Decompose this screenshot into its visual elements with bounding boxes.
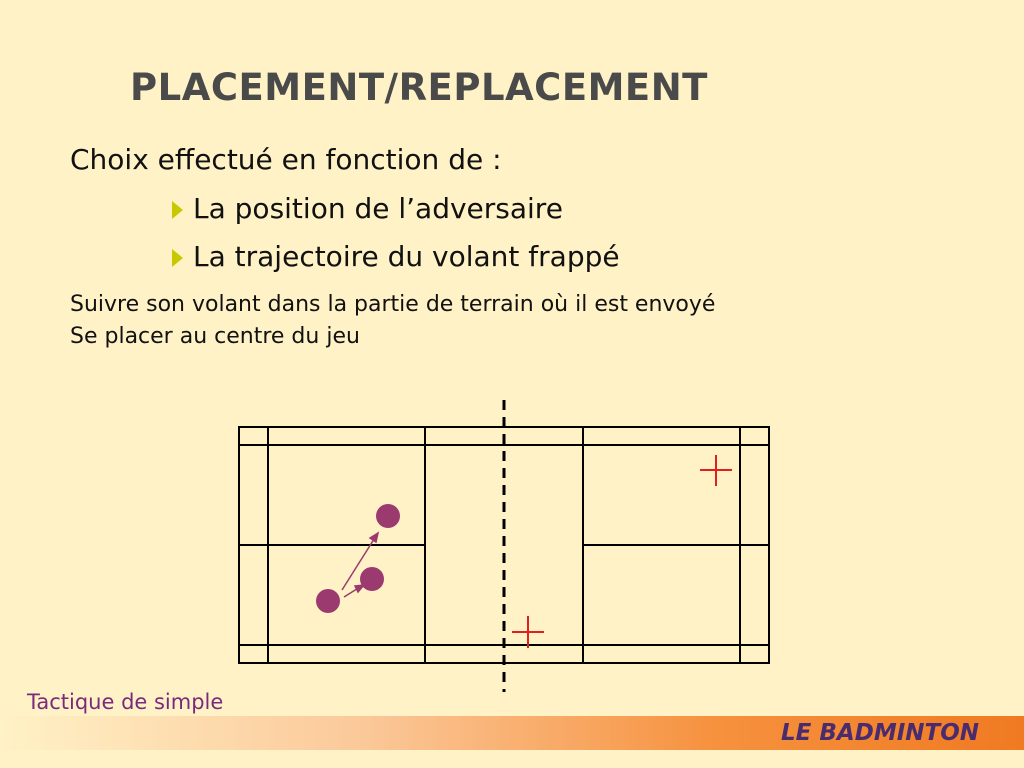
player-position-dot bbox=[360, 567, 384, 591]
bullet-label: La position de l’adversaire bbox=[193, 192, 563, 225]
footer-label: Tactique de simple bbox=[27, 690, 224, 714]
target-cross-icon bbox=[700, 455, 732, 486]
instruction-line: Se placer au centre du jeu bbox=[70, 324, 360, 349]
target-cross-icon bbox=[512, 616, 544, 648]
slide-title: PLACEMENT/REPLACEMENT bbox=[130, 66, 708, 109]
instruction-line: Suivre son volant dans la partie de terrain où il est envoyé bbox=[70, 292, 716, 317]
brand-label: LE BADMINTON bbox=[781, 720, 979, 746]
bullet-label: La trajectoire du volant frappé bbox=[193, 240, 620, 273]
intro-text: Choix effectué en fonction de : bbox=[70, 143, 502, 176]
arrowhead-icon bbox=[370, 533, 378, 542]
player-position-dot bbox=[316, 589, 340, 613]
player-position-dot bbox=[376, 504, 400, 528]
